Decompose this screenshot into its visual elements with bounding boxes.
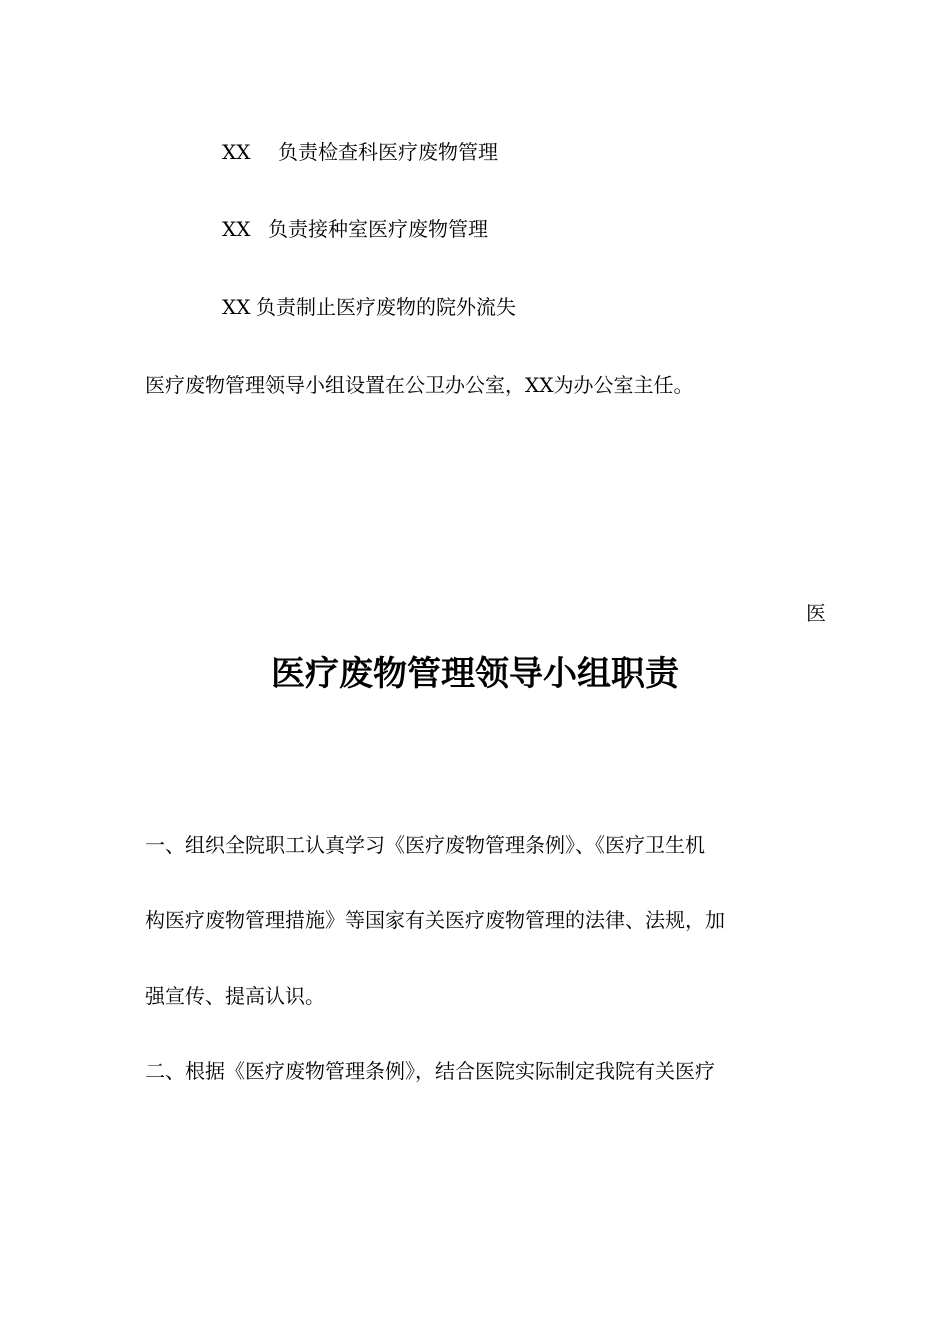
section-title: 医疗废物管理领导小组职责 bbox=[271, 654, 679, 694]
duty-line bbox=[222, 139, 498, 165]
body-text-line: 强宣传、提高认识。 bbox=[145, 984, 325, 1008]
duty-description: 负责制止医疗废物的院外流失 bbox=[256, 295, 516, 319]
duty-line bbox=[222, 294, 516, 320]
duty-description: 负责检查科医疗废物管理 bbox=[278, 140, 498, 164]
duty-person-name: XX bbox=[222, 295, 251, 319]
duty-person-name: XX bbox=[222, 217, 251, 241]
page-corner-character: 医 bbox=[806, 601, 826, 625]
duty-person-name: XX bbox=[222, 140, 251, 164]
duty-line bbox=[222, 216, 488, 242]
body-text-line: 构医疗废物管理措施》等国家有关医疗废物管理的法律、法规，加 bbox=[145, 908, 725, 932]
office-note: 医疗废物管理领导小组设置在公卫办公室，XX为办公室主任。 bbox=[145, 373, 694, 397]
body-text-line: 一、组织全院职工认真学习《医疗废物管理条例》、《医疗卫生机 bbox=[145, 833, 705, 857]
body-text-line: 二、根据《医疗废物管理条例》，结合医院实际制定我院有关医疗 bbox=[145, 1059, 715, 1083]
duty-description: 负责接种室医疗废物管理 bbox=[268, 217, 488, 241]
